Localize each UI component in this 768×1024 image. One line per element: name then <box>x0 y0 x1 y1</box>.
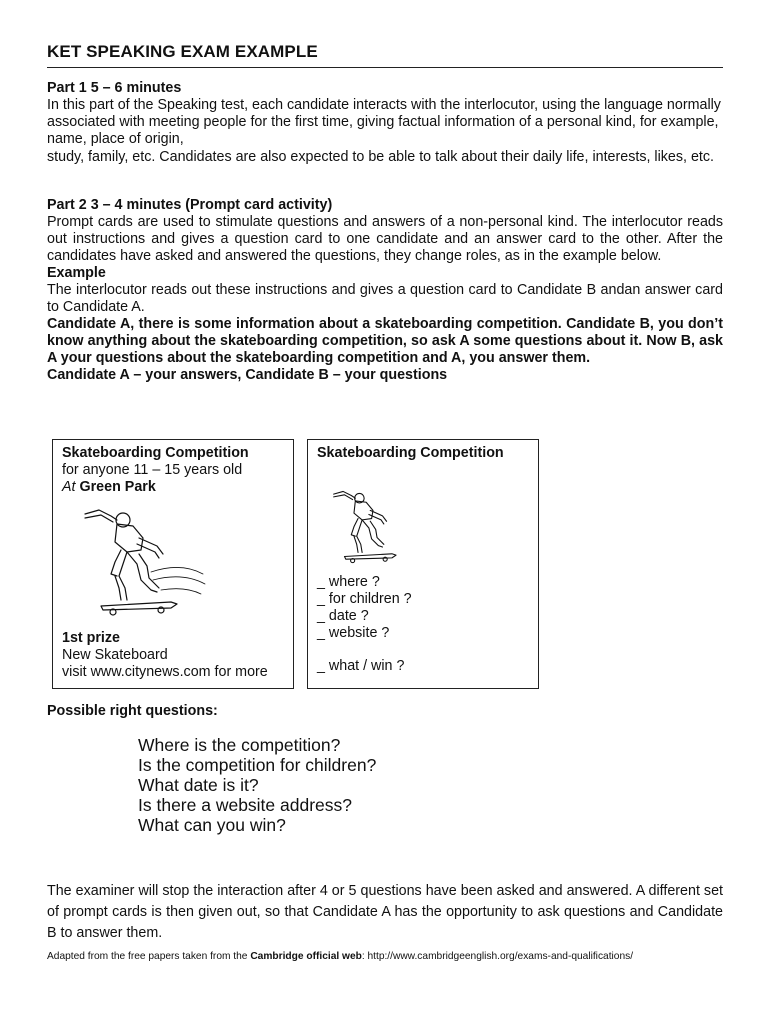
card-a-website: visit www.citynews.com for more <box>62 664 268 680</box>
part1-section <box>47 80 723 166</box>
part1-text1: In this part of the Speaking test, each candidate interacts with the interlocutor, using the language normally associated with meeting people for the first time, giving factual information of a personal kind, for example, name, place of origin, <box>47 97 721 147</box>
possible-questions-heading: Possible right questions: <box>47 703 218 719</box>
card-a-title: Skateboarding Competition <box>62 445 249 461</box>
card-a-age: for anyone 11 – 15 years old <box>62 462 243 478</box>
candidate-roles: Candidate A – your answers, Candidate B – your questions <box>47 367 448 383</box>
source-footer <box>47 951 633 962</box>
footer-prefix: Adapted from the free papers taken from the <box>47 951 251 962</box>
skateboarder-illustration <box>81 502 211 620</box>
card-a-place: Green Park <box>79 479 156 495</box>
card-a-location <box>62 479 249 496</box>
answer-card <box>52 439 294 689</box>
candidate-instructions: Candidate A, there is some information about a skateboarding competition. Candidate B, you don’t know anything about the skateboarding competition, so ask A some questions about it. Now B, ask A your questions about the skateboarding competition and A, you answer them. <box>47 316 723 366</box>
card-b-prompt: _ for children ? <box>317 591 412 607</box>
part1-heading: Part 1 5 – 6 minutes <box>47 80 182 96</box>
footer-url: : http://www.cambridgeenglish.org/exams-and-qualifications/ <box>361 951 634 962</box>
card-a-prize-heading: 1st prize <box>62 630 121 646</box>
question-item: Is there a website address? <box>138 795 353 815</box>
question-card <box>307 439 539 689</box>
footer-source: Cambridge official web <box>250 951 362 962</box>
card-b-prompt: _ date ? <box>317 608 369 624</box>
title-divider <box>47 67 723 68</box>
page-title: KET SPEAKING EXAM EXAMPLE <box>47 42 318 61</box>
questions-list <box>138 735 376 835</box>
part2-text: Prompt cards are used to stimulate questions and answers of a non-personal kind. The interlocutor reads out instructions and gives a question card to one candidate and an answer card to the other. After the candidates have asked and answered the questions, they change roles, as in the example below. <box>47 214 723 264</box>
question-item: What can you win? <box>138 815 286 835</box>
card-b-prompt-last: _ what / win ? <box>317 658 405 674</box>
card-a-prize: New Skateboard <box>62 647 168 663</box>
part2-section <box>47 197 723 384</box>
card-b-title: Skateboarding Competition <box>317 445 504 461</box>
skateboarder-illustration-small <box>330 486 420 566</box>
card-b-prompt: _ where ? <box>317 574 380 590</box>
question-item: What date is it? <box>138 775 259 795</box>
card-a-at: At <box>62 479 76 495</box>
part1-text2: study, family, etc. Candidates are also expected to be able to talk about their daily life, interests, likes, etc. <box>47 149 715 165</box>
example-text: The interlocutor reads out these instructions and gives a question card to Candidate B andan answer card to Candidate A. <box>47 282 723 315</box>
example-heading: Example <box>47 265 106 281</box>
part2-heading: Part 2 3 – 4 minutes (Prompt card activity) <box>47 197 333 213</box>
question-item: Where is the competition? <box>138 735 341 755</box>
closing-paragraph: The examiner will stop the interaction after 4 or 5 questions have been asked and answered. A different set of prompt cards is then given out, so that Candidate A has the opportunity to ask questions and Candidate B to answer them. <box>47 883 723 941</box>
question-item: Is the competition for children? <box>138 755 377 775</box>
card-b-prompt: _ website ? <box>317 625 390 641</box>
